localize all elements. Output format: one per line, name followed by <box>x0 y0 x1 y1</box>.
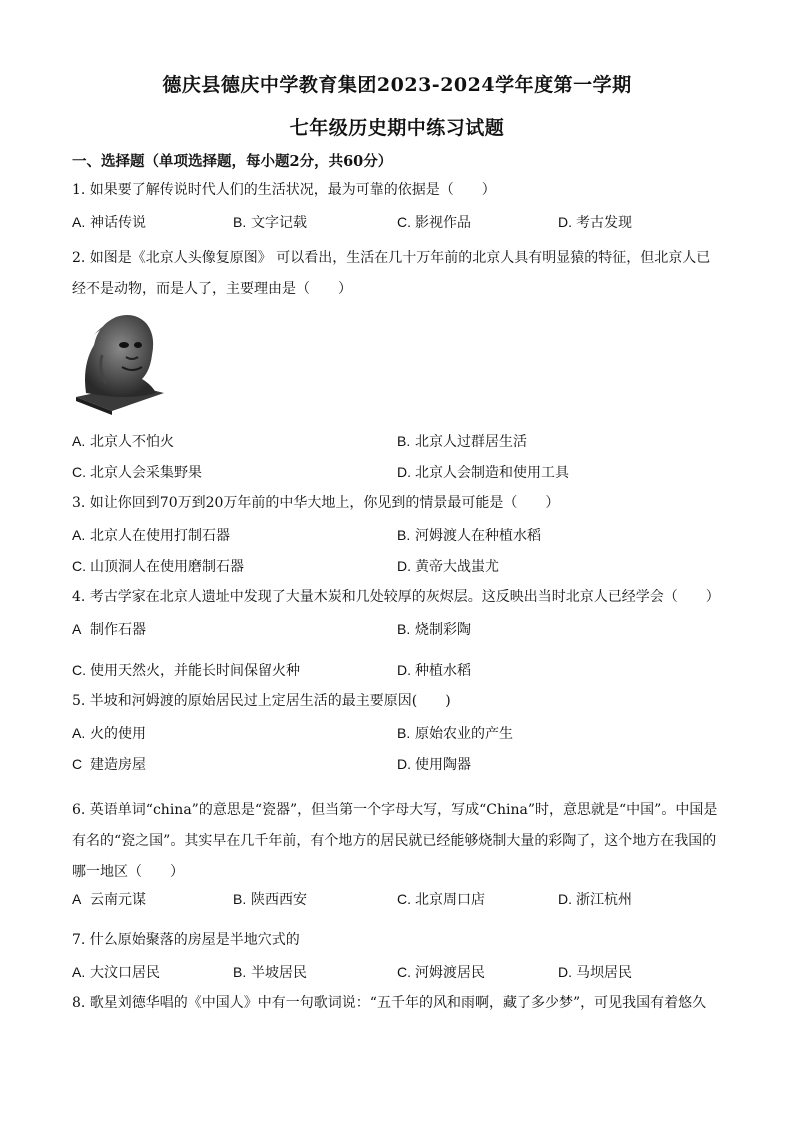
question-4-stem: 4. 考古学家在北京人遗址中发现了大量木炭和几处较厚的灰烬层。这反映出当时北京人已经学会（ ） <box>72 589 720 605</box>
q5-option-c: C 建造房屋 <box>72 756 146 773</box>
question-1-stem: 1. 如果要了解传说时代人们的生活状况，最为可靠的依据是（ ） <box>72 182 496 198</box>
exam-title-line2: 七年级历史期中练习试题 <box>289 117 505 139</box>
q7-option-b: B. 半坡居民 <box>233 964 307 981</box>
q6-option-b: B. 陕西西安 <box>233 891 307 908</box>
q1-option-d: D. 考古发现 <box>558 214 632 231</box>
q7-option-d: D. 马坝居民 <box>558 964 632 981</box>
q3-option-a: A. 北京人在使用打制石器 <box>72 527 230 544</box>
q4-option-c: C. 使用天然火，并能长时间保留火种 <box>72 662 300 679</box>
q6-option-c: C. 北京周口店 <box>397 891 485 908</box>
question-7-stem: 7. 什么原始聚落的房屋是半地穴式的 <box>72 932 300 948</box>
q1-option-a: A. 神话传说 <box>72 214 146 231</box>
q4-option-d: D. 种植水稻 <box>397 662 471 679</box>
q7-option-c: C. 河姆渡居民 <box>397 964 485 981</box>
q1-option-c: C. 影视作品 <box>397 214 471 231</box>
q3-option-d: D. 黄帝大战蚩尤 <box>397 558 499 575</box>
q2-option-d: D. 北京人会制造和使用工具 <box>397 464 569 481</box>
question-6-stem: 6. 英语单词“china”的意思是“瓷器”，但当第一个字母大写，写成“China”时，意思就是“中国”。中国是有名的“瓷之国”。其实早在几千年前，有个地方的居民就已经能够烧制大量的彩陶了，这个地方在我国的哪一地区（ ） <box>72 802 718 880</box>
question-3-stem: 3. 如让你回到70万到20万年前的中华大地上，你见到的情景最可能是（ ） <box>72 495 560 511</box>
q4-option-b: B. 烧制彩陶 <box>397 621 471 638</box>
exam-title-line1: 德庆县德庆中学教育集团2023-2024学年度第一学期 <box>162 74 632 96</box>
q5-option-d: D. 使用陶器 <box>397 756 471 773</box>
q6-option-d: D. 浙江杭州 <box>558 891 632 908</box>
q3-option-b: B. 河姆渡人在种植水稻 <box>397 527 541 544</box>
peking-man-bust-image <box>72 305 168 415</box>
question-8-stem: 8. 歌星刘德华唱的《中国人》中有一句歌词说：“五千年的风和雨啊，藏了多少梦”，可见我国有着悠久 <box>72 995 707 1011</box>
question-2-stem: 2. 如图是《北京人头像复原图》 可以看出，生活在几十万年前的北京人具有明显猿的特征，但北京人已经不是动物，而是人了，主要理由是（ ） <box>72 250 711 297</box>
q4-option-a: A 制作石器 <box>72 621 146 638</box>
q2-option-c: C. 北京人会采集野果 <box>72 464 202 481</box>
q3-option-c: C. 山顶洞人在使用磨制石器 <box>72 558 244 575</box>
q2-option-b: B. 北京人过群居生活 <box>397 433 527 450</box>
section-heading: 一、选择题（单项选择题，每小题2分，共60分） <box>72 153 393 170</box>
question-5-stem: 5. 半坡和河姆渡的原始居民过上定居生活的最主要原因( ) <box>72 693 451 709</box>
q7-option-a: A. 大汶口居民 <box>72 964 160 981</box>
q1-option-b: B. 文字记载 <box>233 214 307 231</box>
q5-option-b: B. 原始农业的产生 <box>397 725 513 742</box>
q5-option-a: A. 火的使用 <box>72 725 146 742</box>
q6-option-a: A 云南元谋 <box>72 891 146 908</box>
q2-option-a: A. 北京人不怕火 <box>72 433 174 450</box>
